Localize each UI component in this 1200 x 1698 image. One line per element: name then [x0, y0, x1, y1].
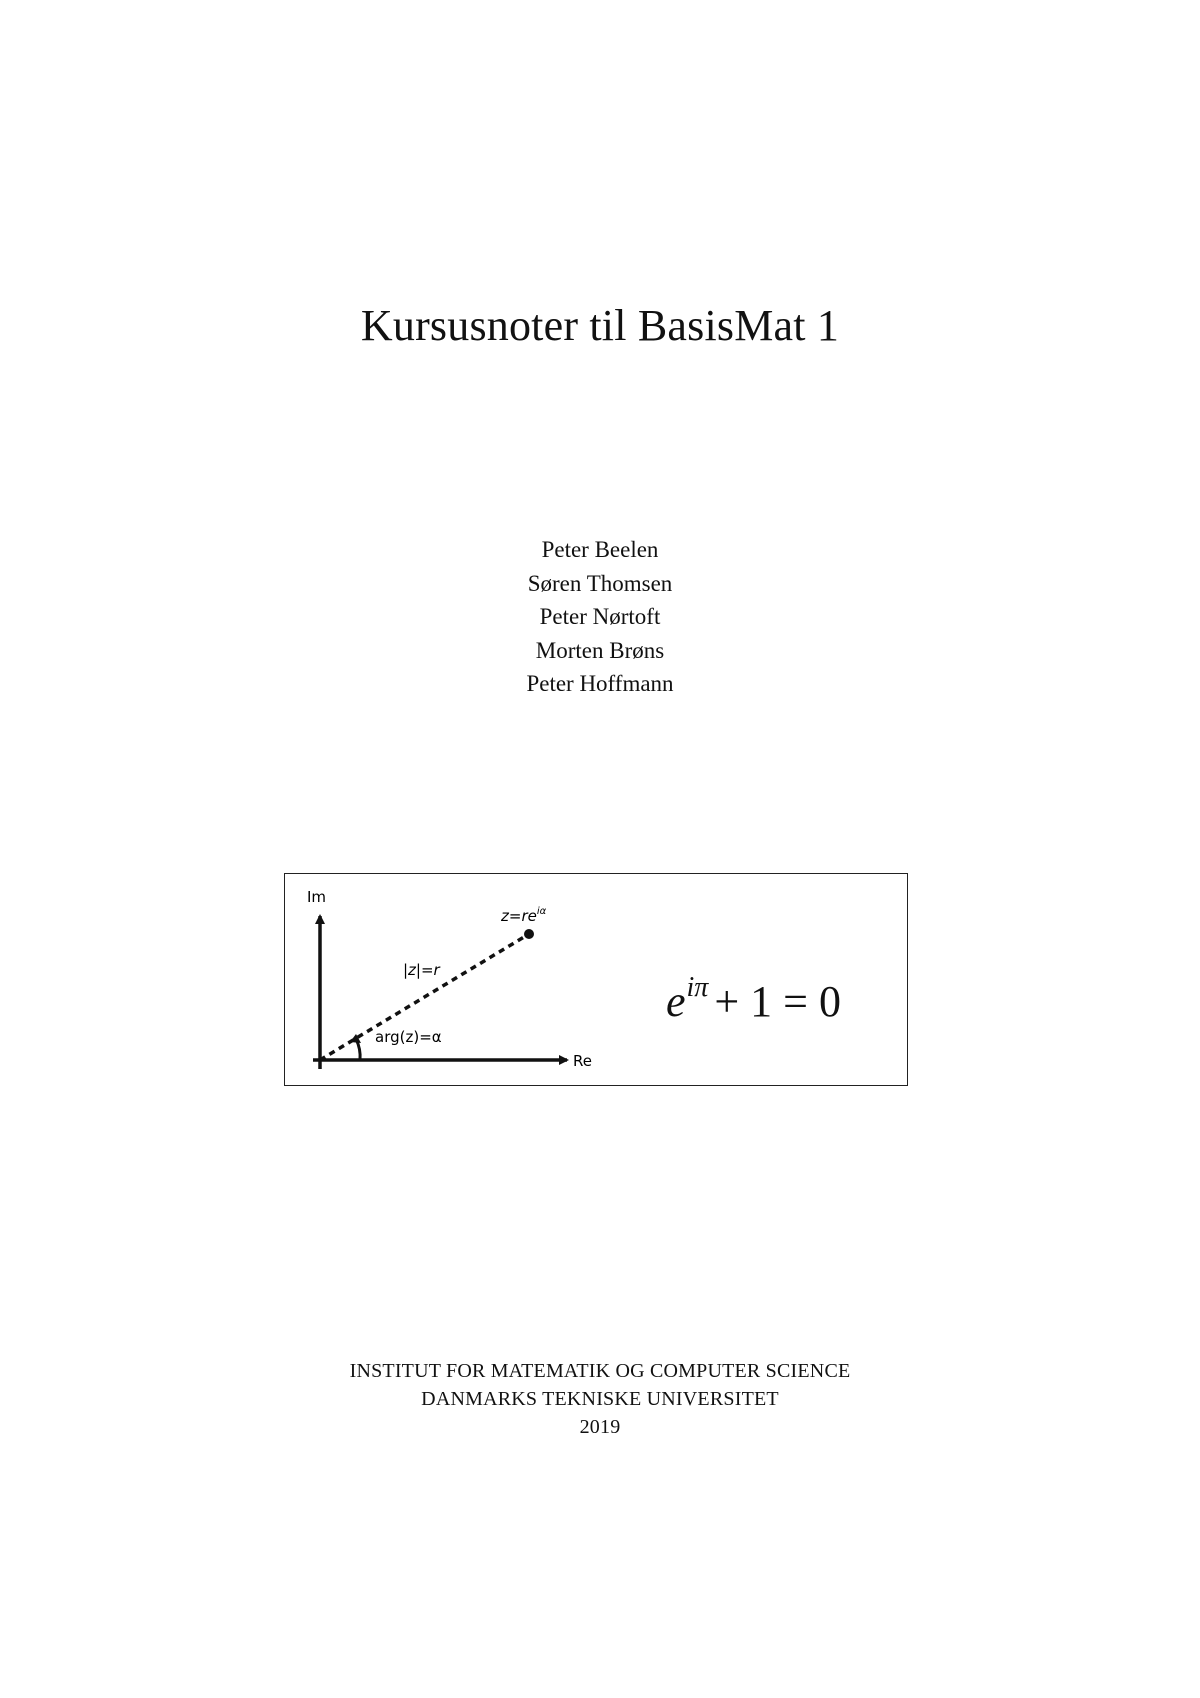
im-axis-label: Im	[307, 888, 327, 906]
euler-base: e	[666, 977, 686, 1026]
author-name: Peter Hoffmann	[526, 671, 674, 696]
argument-label: arg(z)=α	[375, 1028, 442, 1046]
author-list	[0, 533, 1200, 701]
modulus-label: |z|=r	[403, 961, 440, 979]
author-name: Peter Beelen	[541, 537, 659, 562]
euler-exponent: iπ	[686, 972, 709, 1003]
point-z	[524, 929, 534, 939]
institute-name: INSTITUT FOR MATEMATIK OG COMPUTER SCIENCE	[349, 1360, 851, 1382]
author-name: Søren Thomsen	[527, 570, 673, 596]
university-name: DANMARKS TEKNISKE UNIVERSITET	[421, 1388, 779, 1410]
re-axis-label: Re	[573, 1052, 592, 1070]
author-name: Peter Nørtoft	[539, 604, 661, 629]
publication-year: 2019	[579, 1416, 621, 1438]
point-label: $z=re^{i\alpha}$	[501, 906, 547, 925]
euler-identity	[666, 972, 841, 1027]
euler-rest: + 1 = 0	[714, 977, 841, 1026]
institution-footer	[0, 1357, 1200, 1441]
author-name: Morten Brøns	[535, 637, 665, 663]
document-title: Kursusnoter til BasisMat 1	[360, 301, 840, 350]
